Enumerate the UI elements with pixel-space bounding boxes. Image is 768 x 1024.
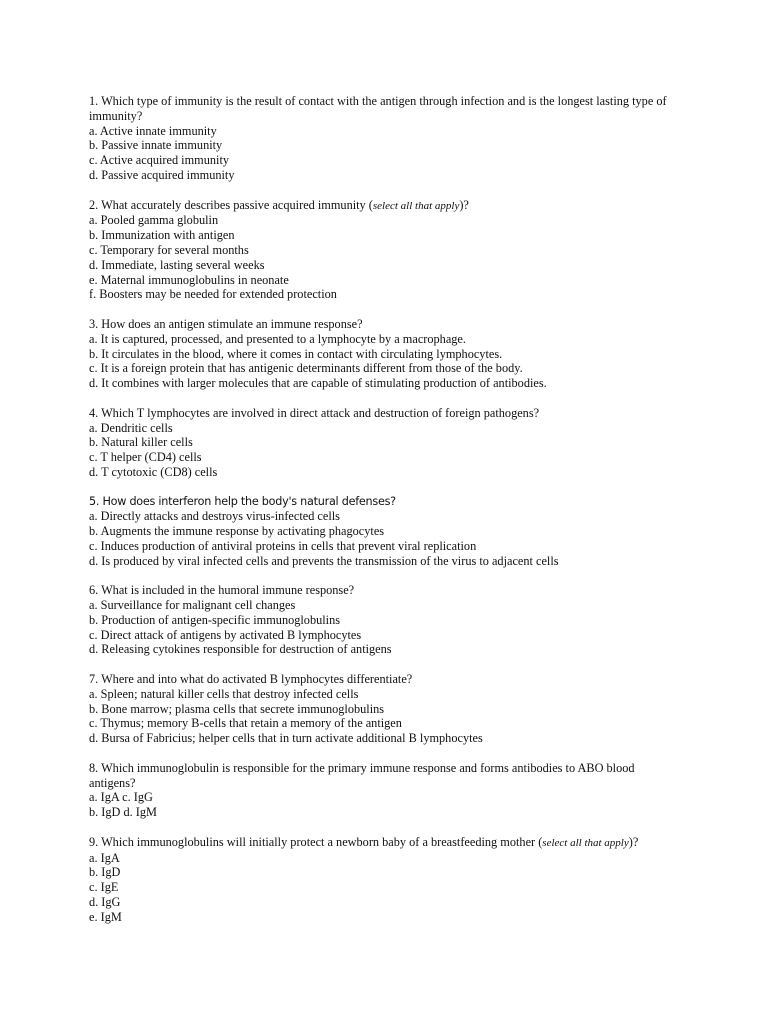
question-2-stem (89, 198, 679, 214)
question-2-option-f: f. Boosters may be needed for extended protection (89, 287, 337, 302)
question-6-stem: 6. What is included in the humoral immune response? (89, 583, 355, 598)
question-4-option-d: d. T cytotoxic (CD8) cells (89, 464, 218, 479)
question-1-option-d: d. Passive acquired immunity (89, 167, 235, 182)
question-4-option-c: c. T helper (CD4) cells (89, 450, 202, 465)
question-2-option-e: e. Maternal immunoglobulins in neonate (89, 272, 289, 287)
question-9-stem-end: )? (628, 834, 639, 849)
question-2-select-all-note: select all that apply (372, 199, 460, 212)
question-2-option-a: a. Pooled gamma globulin (89, 213, 219, 228)
question-3-option-c: c. It is a foreign protein that has antigenic determinants different from those of the body. (89, 361, 523, 376)
question-2-option-d: d. Immediate, lasting several weeks (89, 257, 265, 272)
question-7-option-c: c. Thymus; memory B-cells that retain a memory of the antigen (89, 716, 402, 731)
question-8-stem: 8. Which immunoglobulin is responsible for the primary immune response and forms antibodies to ABO blood antigens? (89, 760, 638, 790)
question-2-option-c: c. Temporary for several months (89, 242, 249, 257)
question-9-select-all-note: select all that apply (542, 836, 629, 849)
question-6 (89, 583, 679, 657)
question-5-option-b: b. Augments the immune response by activating phagocytes (89, 524, 385, 539)
question-5 (89, 495, 679, 569)
question-5-option-a: a. Directly attacks and destroys virus-infected cells (89, 509, 340, 524)
question-3-option-d: d. It combines with larger molecules that are capable of stimulating production of antibodies. (89, 376, 547, 391)
question-2-stem-end: )? (459, 197, 469, 212)
question-7-stem: 7. Where and into what do activated B lymphocytes differentiate? (89, 672, 413, 687)
question-1-option-b: b. Passive innate immunity (89, 138, 223, 153)
question-7-option-d: d. Bursa of Fabricius; helper cells that in turn activate additional B lymphocytes (89, 731, 483, 746)
question-2 (89, 198, 679, 303)
question-7-option-a: a. Spleen; natural killer cells that destroy infected cells (89, 686, 359, 701)
question-6-option-b: b. Production of antigen-specific immunoglobulins (89, 612, 341, 627)
question-1-option-c: c. Active acquired immunity (89, 153, 230, 168)
question-3-stem: 3. How does an antigen stimulate an immune response? (89, 316, 363, 331)
question-7 (89, 672, 679, 746)
question-1 (89, 94, 679, 183)
question-9-option-d: d. IgG (89, 895, 121, 910)
question-4-option-a: a. Dendritic cells (89, 420, 173, 435)
question-1-stem: 1. Which type of immunity is the result of contact with the antigen through infection and is the longest lasting type of immunity? (89, 94, 670, 123)
question-6-option-c: c. Direct attack of antigens by activated B lymphocytes (89, 627, 362, 642)
question-2-stem-text: 2. What accurately describes passive acquired immunity ( (89, 197, 373, 212)
question-5-option-d: d. Is produced by viral infected cells and prevents the transmission of the virus to adjacent cells (89, 553, 559, 568)
question-8-options-row-1: a. IgA c. IgG (89, 790, 153, 805)
question-8 (89, 761, 679, 820)
question-9-stem (89, 835, 679, 851)
question-6-option-d: d. Releasing cytokines responsible for destruction of antigens (89, 642, 392, 657)
question-4 (89, 406, 679, 480)
question-3-option-a: a. It is captured, processed, and presented to a lymphocyte by a macrophage. (89, 331, 466, 346)
question-9-option-a: a. IgA (89, 850, 120, 865)
question-4-option-b: b. Natural killer cells (89, 435, 193, 450)
question-3-option-b: b. It circulates in the blood, where it comes in contact with circulating lymphocytes. (89, 346, 503, 361)
question-7-option-b: b. Bone marrow; plasma cells that secrete immunoglobulins (89, 701, 385, 716)
question-9-option-b: b. IgD (89, 865, 121, 880)
question-3 (89, 317, 679, 391)
question-9 (89, 835, 679, 925)
question-8-options-row-2: b. IgD d. IgM (89, 805, 157, 820)
document-page (89, 94, 679, 939)
question-4-stem: 4. Which T lymphocytes are involved in direct attack and destruction of foreign pathogens? (89, 405, 540, 420)
question-1-option-a: a. Active innate immunity (89, 123, 217, 138)
question-5-stem: 5. How does interferon help the body's natural defenses? (89, 494, 396, 508)
question-6-option-a: a. Surveillance for malignant cell changes (89, 598, 296, 613)
question-9-stem-text: 9. Which immunoglobulins will initially protect a newborn baby of a breastfeeding mother ( (89, 834, 543, 849)
question-2-option-b: b. Immunization with antigen (89, 228, 235, 243)
question-9-option-e: e. IgM (89, 909, 122, 924)
question-9-option-c: c. IgE (89, 880, 119, 895)
question-5-option-c: c. Induces production of antiviral proteins in cells that prevent viral replication (89, 538, 477, 553)
